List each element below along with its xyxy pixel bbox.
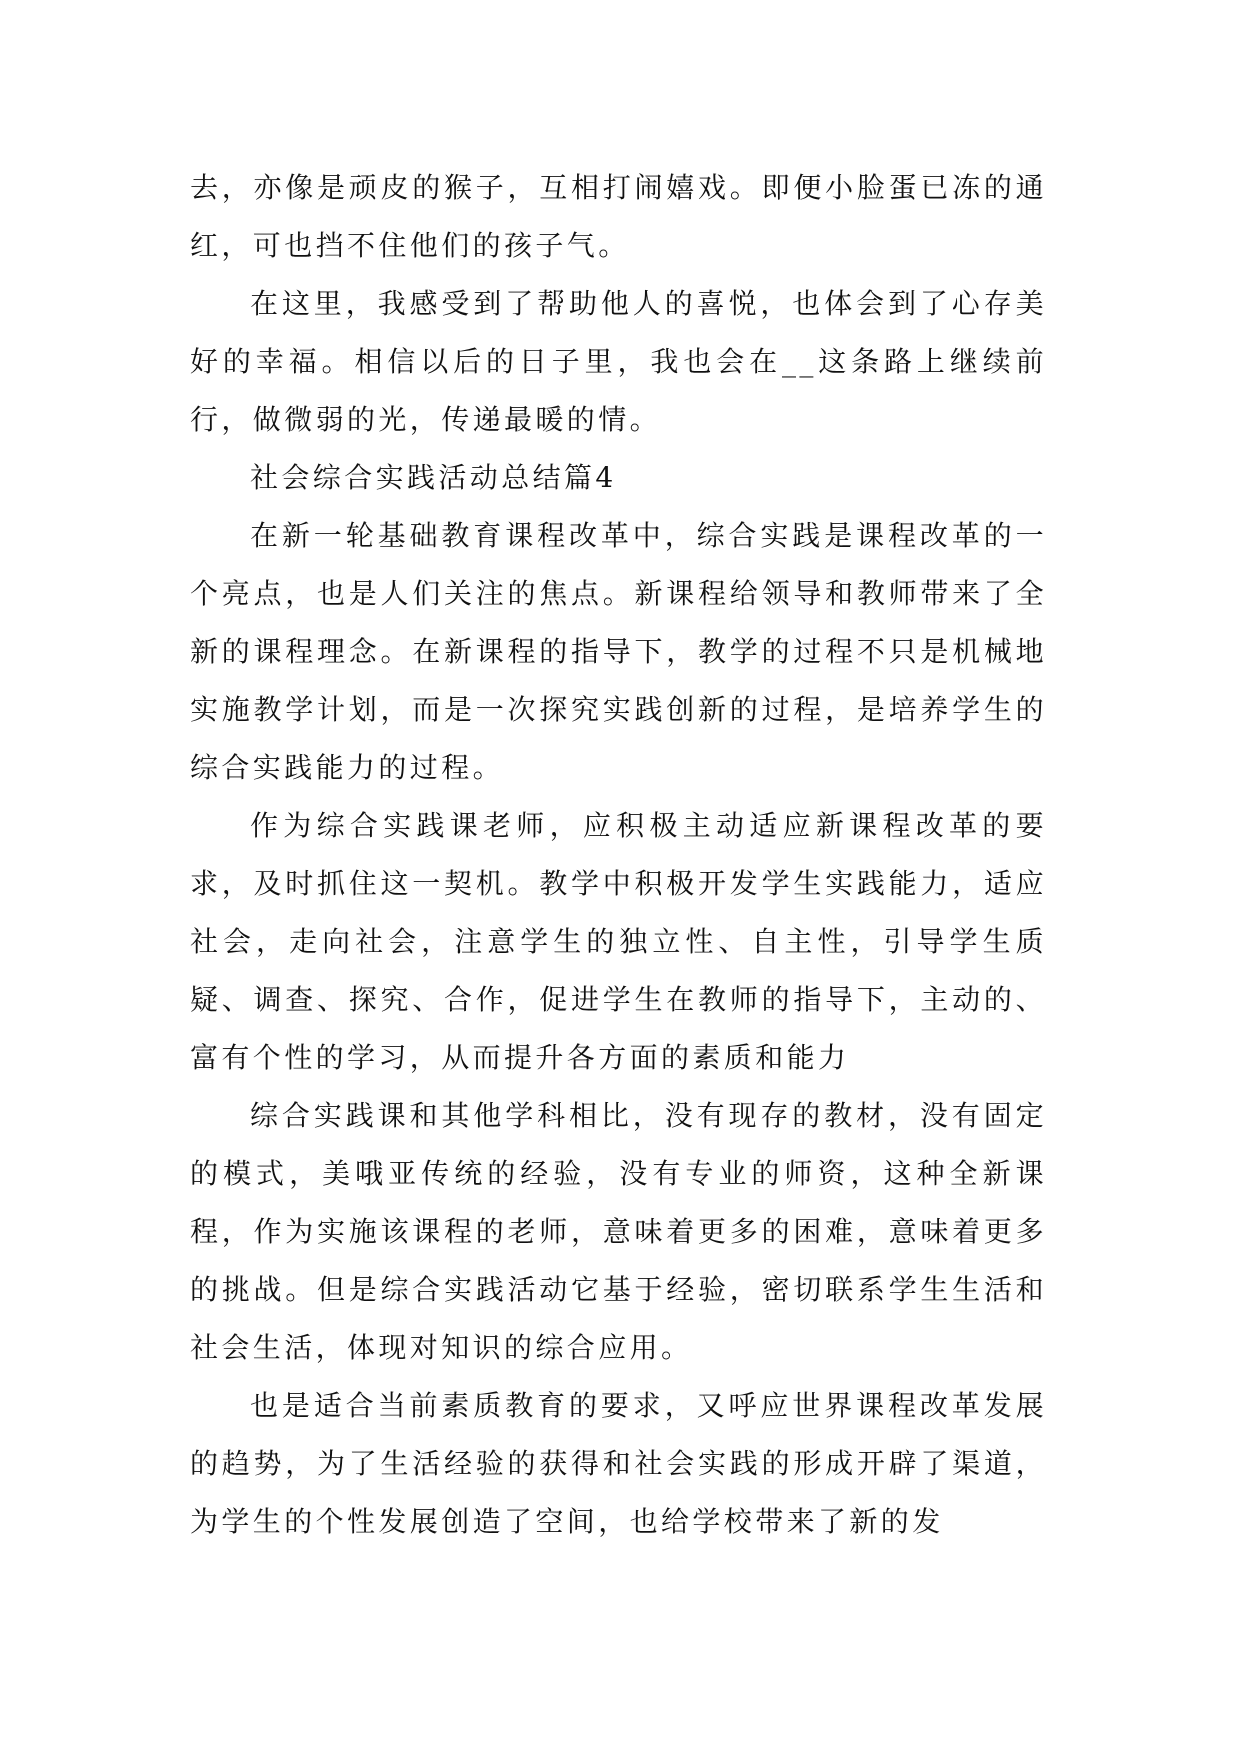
paragraph: 综合实践课和其他学科相比，没有现存的教材，没有固定的模式，美哦亚传统的经验，没有专业的师资，这种全新课程，作为实施该课程的老师，意味着更多的困难，意味着更多的挑战。但是综合实践活动它基于经验，密切联系学生生活和社会生活，体现对知识的综合应用。 (190, 1099, 1047, 1364)
document-body (190, 159, 1047, 1551)
section-heading: 社会综合实践活动总结篇4 (250, 461, 617, 494)
paragraph: 在这里，我感受到了帮助他人的喜悦，也体会到了心存美好的幸福。相信以后的日子里，我也会在__这条路上继续前行，做微弱的光，传递最暖的情。 (190, 287, 1047, 436)
paragraph: 在新一轮基础教育课程改革中，综合实践是课程改革的一个亮点，也是人们关注的焦点。新课程给领导和教师带来了全新的课程理念。在新课程的指导下，教学的过程不只是机械地实施教学计划，而是一次探究实践创新的过程，是培养学生的综合实践能力的过程。 (190, 519, 1047, 784)
paragraph-continuation: 去，亦像是顽皮的猴子，互相打闹嬉戏。即便小脸蛋已冻的通红，可也挡不住他们的孩子气。 (190, 171, 1047, 262)
paragraph: 作为综合实践课老师，应积极主动适应新课程改革的要求，及时抓住这一契机。教学中积极开发学生实践能力，适应社会，走向社会，注意学生的独立性、自主性，引导学生质疑、调查、探究、合作，促进学生在教师的指导下，主动的、富有个性的学习，从而提升各方面的素质和能力 (190, 809, 1047, 1074)
paragraph: 也是适合当前素质教育的要求，又呼应世界课程改革发展的趋势，为了生活经验的获得和社会实践的形成开辟了渠道，为学生的个性发展创造了空间，也给学校带来了新的发 (190, 1389, 1047, 1538)
